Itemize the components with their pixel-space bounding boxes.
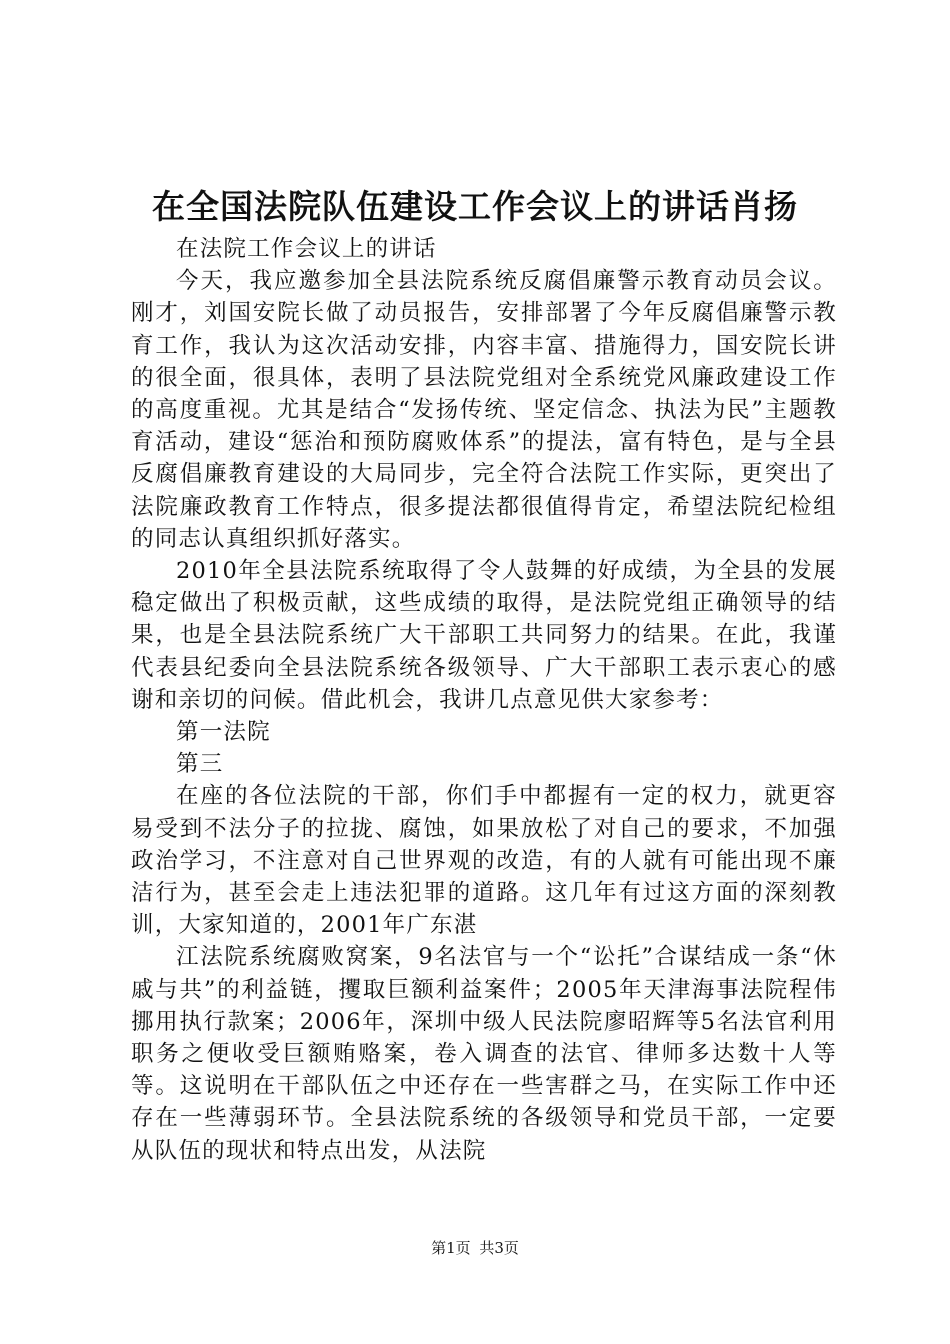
paragraph: 今天，我应邀参加全县法院系统反腐倡廉警示教育动员会议。刚才，刘国安院长做了动员报告，安排部署了今年反腐倡廉警示教育工作，我认为这次活动安排，内容丰富、措施得力，国安院长讲的很全面，很具体，表明了县法院党组对全系统党风廉政建设工作的高度重视。尤其是结合“发扬传统、坚定信念、执法为民”主题教育活动，建设“惩治和预防腐败体系”的提法，富有特色，是与全县反腐倡廉教育建设的大局同步，完全符合法院工作实际，更突出了法院廉政教育工作特点，很多提法都很值得肯定，希望法院纪检组的同志认真组织抓好落实。 <box>131 268 837 552</box>
page-total: 共3页 <box>479 1239 519 1257</box>
section-heading: 第三 <box>176 751 224 778</box>
paragraph: 在座的各位法院的干部，你们手中都握有一定的权力，就更容易受到不法分子的拉拢、腐蚀，如果放松了对自己的要求，不加强政治学习，不注意对自己世界观的改造，有的人就有可能出现不廉洁行为，甚至会走上违法犯罪的道路。这几年有过这方面的深刻教训，大家知道的，2001年广东湛 <box>131 783 837 939</box>
page-footer <box>0 1238 950 1258</box>
paragraph: 2010年全县法院系统取得了令人鼓舞的好成绩，为全县的发展稳定做出了积极贡献，这些成绩的取得，是法院党组正确领导的结果，也是全县法院系统广大干部职工共同努力的结果。在此，我谨代表县纪委向全县法院系统各级领导、广大干部职工表示衷心的感谢和亲切的问候。借此机会，我讲几点意见供大家参考： <box>131 558 837 713</box>
page-number: 第1页 <box>431 1239 471 1257</box>
section-heading: 第一法院 <box>176 719 271 746</box>
document-title: 在全国法院队伍建设工作会议上的讲话肖扬 <box>152 187 798 226</box>
paragraph-subtitle: 在法院工作会议上的讲话 <box>176 236 437 262</box>
paragraph: 江法院系统腐败窝案，9名法官与一个“讼托”合谋结成一条“休戚与共”的利益链，攫取巨额利益案件；2005年天津海事法院程伟挪用执行款案；2006年，深圳中级人民法院廖昭辉等5名法官利用职务之便收受巨额贿赂案，卷入调查的法官、律师多达数十人等等。这说明在干部队伍之中还存在一些害群之马，在实际工作中还存在一些薄弱环节。全县法院系统的各级领导和党员干部，一定要从队伍的现状和特点出发，从法院 <box>131 944 837 1164</box>
document-body <box>131 233 837 1167</box>
